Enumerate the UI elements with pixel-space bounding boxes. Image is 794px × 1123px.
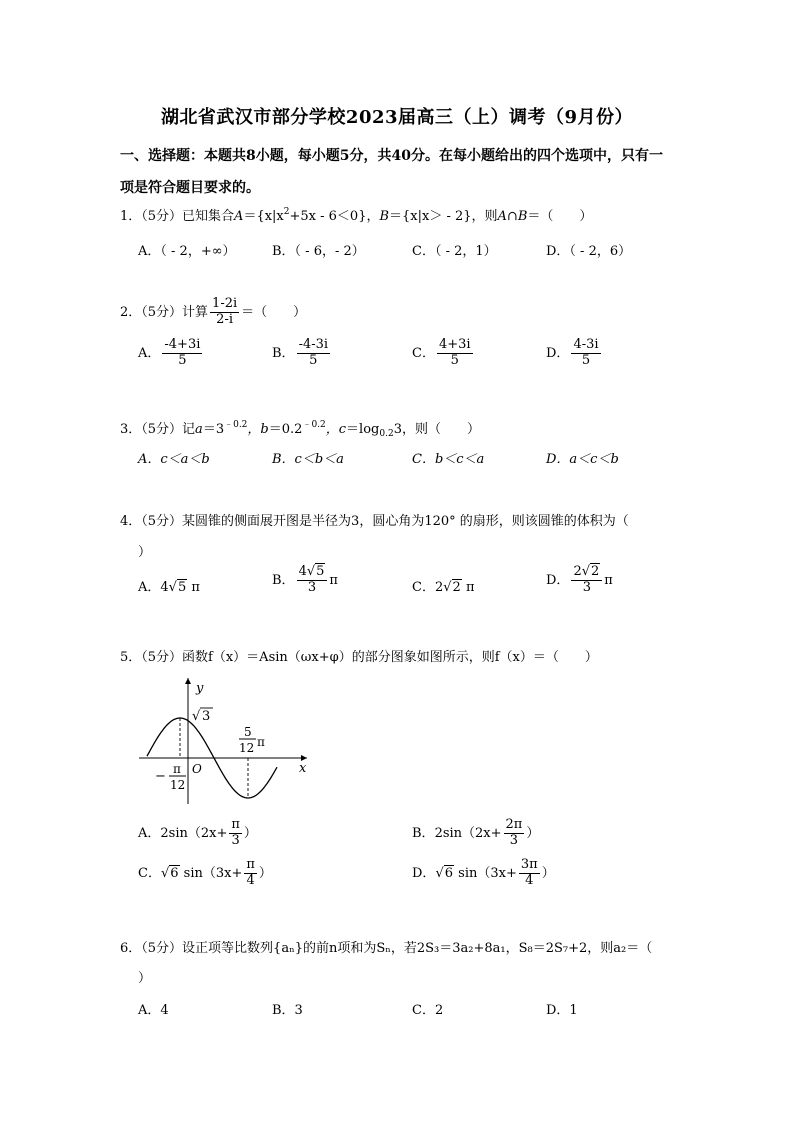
q5-opt-b-post: ）	[526, 825, 540, 841]
q2-option-a	[138, 338, 204, 369]
q5-opt-d-letter: D．	[412, 865, 436, 881]
q2-opt-b-den: 5	[309, 352, 318, 368]
zero-label-num: 5	[244, 725, 252, 739]
q2-opt-c-letter: C．	[412, 345, 435, 361]
q1-number: 1．（5分）已知集合	[120, 209, 235, 224]
question-1	[120, 205, 592, 224]
q1-tail: ＝（ ）	[527, 209, 593, 224]
section-heading-line1: 一、选择题：本题共8小题，每小题5分，共40分。在每小题给出的四个选项中，只有一	[120, 148, 663, 164]
q3-c-tail: 3，则（ ）	[393, 422, 480, 437]
peak-sqrt-icon: √	[192, 709, 201, 724]
q2-opt-d-den: 5	[581, 352, 591, 368]
q5-opt-b-letter: B．	[412, 825, 435, 841]
question-6-line2: ）	[138, 971, 152, 986]
q4-option-c	[412, 576, 474, 595]
q1-exponent: 2	[283, 207, 290, 217]
q3-b: ，b	[247, 422, 269, 437]
q4-option-d	[546, 565, 613, 596]
q1-set-a-label: A	[234, 209, 244, 224]
q4-option-a	[138, 576, 200, 595]
q5-opt-b-num: 2π	[505, 817, 523, 832]
y-axis-label: y	[196, 681, 204, 696]
left-label-sign: −	[155, 769, 166, 784]
q2-opt-c-den: 5	[450, 352, 459, 368]
q3-option-b: B．c＜b＜a	[272, 452, 344, 467]
q5-opt-c-num: π	[246, 857, 255, 872]
x-axis-label: x	[299, 761, 307, 776]
q5-opt-b-pre: 2sin（2x+	[434, 825, 502, 841]
q2-opt-a-den: 5	[178, 352, 187, 368]
q4-opt-b-pi: π	[329, 572, 338, 588]
sqrt-icon: √6	[160, 865, 179, 881]
q1-option-d: D．（ - 2，6）	[546, 244, 632, 259]
q5-option-a	[138, 818, 257, 849]
question-3	[120, 417, 480, 439]
q4-opt-b-num-pre: 4	[298, 564, 307, 579]
sqrt-icon: √6	[435, 865, 454, 881]
q1-set-a-rest: +5x - 6＜0}，	[289, 209, 380, 224]
q5-opt-c-rad: 6	[170, 865, 179, 881]
peak-value: 3	[202, 709, 211, 724]
q1-option-a: A．（ - 2，+∞）	[138, 244, 236, 259]
q2-opt-b-num: -4-3i	[298, 337, 329, 352]
q2-opt-a-num: -4+3i	[164, 337, 201, 352]
q5-option-b	[412, 818, 539, 849]
q1-intersection: A∩B	[497, 209, 528, 224]
question-4-line1: 4．（5分）某圆锥的侧面展开图是半径为3，圆心角为120° 的扇形，则该圆锥的体积为（	[120, 514, 629, 529]
q2-tail: ＝（ ）	[241, 304, 307, 320]
q2-opt-c-num: 4+3i	[438, 337, 471, 352]
q2-option-b	[272, 338, 332, 369]
origin-label: O	[192, 762, 202, 776]
q4-opt-d-num	[571, 565, 602, 581]
q2-opt-a-letter: A．	[138, 345, 161, 361]
q2-option-d	[546, 338, 603, 369]
q2-opt-b-letter: B．	[272, 345, 295, 361]
q3-b-exp: ﹣0.2	[302, 420, 326, 430]
q3-c: ，c	[325, 422, 347, 437]
q3-b-eq: ＝0.2	[268, 422, 303, 437]
q2-opt-d-num: 4-3i	[573, 337, 599, 352]
q4-opt-d-num-pre: 2	[573, 564, 582, 579]
q2-frac-den: 2-i	[216, 311, 233, 327]
sqrt-icon: √5	[168, 580, 187, 595]
q5-opt-a-post: ）	[243, 825, 257, 841]
q1-option-c: C．（ - 2，1）	[412, 244, 497, 259]
q5-opt-a-letter: A．	[138, 825, 161, 841]
q4-opt-d-pi: π	[604, 572, 613, 588]
q1-set-b: ＝{x|x＞ - 2}，则	[389, 209, 498, 224]
q3-c-eq: ＝log	[346, 422, 380, 437]
question-5: 5．（5分）函数f（x）＝Asin（ωx+φ）的部分图象如图所示，则f（x）＝（ ）	[120, 650, 598, 665]
q1-set-b-label: B	[379, 209, 390, 224]
q3-a-eq: ＝3	[202, 422, 225, 437]
q4-opt-d-rad: 2	[591, 564, 600, 579]
q4-option-b	[272, 565, 338, 596]
q3-option-d: D．a＜c＜b	[546, 452, 619, 467]
q2-opt-d-letter: D．	[546, 345, 570, 361]
zero-label-den: 12	[239, 741, 255, 755]
q5-opt-c-den: 4	[246, 872, 255, 888]
left-label-den: 12	[170, 778, 186, 792]
q5-function-graph	[135, 672, 315, 807]
q2-fraction	[210, 297, 239, 328]
q4-opt-d-den: 3	[582, 579, 591, 595]
q6-option-c: C．2	[412, 1003, 444, 1018]
q4-opt-a-rad: 5	[177, 580, 187, 595]
sqrt-icon: √2	[443, 580, 461, 595]
q6-option-b: B．3	[272, 1003, 303, 1018]
sqrt-icon: √2	[581, 564, 600, 579]
q4-opt-c-pi: π	[465, 580, 475, 595]
q1-option-b: B．（ - 6，- 2）	[272, 244, 365, 259]
q5-opt-d-rad: 6	[444, 865, 454, 881]
zero-label-pi: π	[257, 735, 265, 749]
q2-number: 2．（5分）计算	[120, 304, 209, 320]
q6-option-a: A．4	[138, 1003, 169, 1018]
q5-opt-c-pre: sin（3x+	[183, 865, 243, 881]
section-heading-line2: 项是符合题目要求的。	[120, 180, 260, 196]
q5-opt-b-den: 3	[509, 832, 519, 848]
q6-option-d: D．1	[546, 1003, 578, 1018]
q5-option-d	[412, 858, 555, 889]
q5-opt-a-num: π	[231, 817, 240, 832]
q4-opt-b-num	[297, 565, 328, 581]
q5-opt-d-post: ）	[541, 865, 555, 881]
q4-opt-b-rad: 5	[316, 564, 325, 579]
question-6-line1: 6．（5分）设正项等比数列{aₙ}的前n项和为Sₙ，若2S₃＝3a₂+8a₁，S₈＝2S₇+2，则a₂＝（	[120, 941, 653, 956]
q3-number: 3．（5分）记	[120, 422, 196, 437]
q4-opt-c-pre: C．2	[412, 580, 444, 595]
q5-opt-d-den: 4	[525, 872, 534, 888]
q3-a: a	[195, 422, 203, 437]
q2-frac-num: 1-2i	[212, 296, 238, 311]
q5-opt-d-pre: sin（3x+	[458, 865, 517, 881]
left-label-num: π	[173, 762, 181, 776]
sqrt-icon: √5	[306, 564, 325, 579]
question-2	[120, 297, 306, 328]
q5-option-c	[138, 858, 272, 889]
q4-opt-d-letter: D．	[546, 572, 570, 588]
q5-opt-a-den: 3	[231, 832, 240, 848]
q5-opt-a-pre: 2sin（2x+	[160, 825, 228, 841]
q3-c-sub: 0.2	[379, 429, 394, 439]
page-title: 湖北省武汉市部分学校2023届高三（上）调考（9月份）	[160, 107, 634, 128]
q5-opt-c-letter: C．	[138, 865, 161, 881]
q3-option-c: C．b＜c＜a	[412, 452, 485, 467]
q4-opt-a-pre: A．4	[138, 580, 169, 595]
q3-option-a: A．c＜a＜b	[138, 452, 210, 467]
q5-opt-c-post: ）	[258, 865, 272, 881]
q4-opt-b-den: 3	[307, 579, 317, 595]
question-4-line2: ）	[138, 545, 152, 560]
q4-opt-a-pi: π	[191, 580, 200, 595]
q4-opt-c-rad: 2	[452, 580, 461, 595]
q2-option-c	[412, 338, 475, 369]
q4-opt-b-letter: B．	[272, 572, 295, 588]
q3-a-exp: ﹣0.2	[224, 420, 248, 430]
q5-opt-d-num: 3π	[520, 857, 538, 872]
q1-set-a: ＝{x|x	[243, 209, 284, 224]
